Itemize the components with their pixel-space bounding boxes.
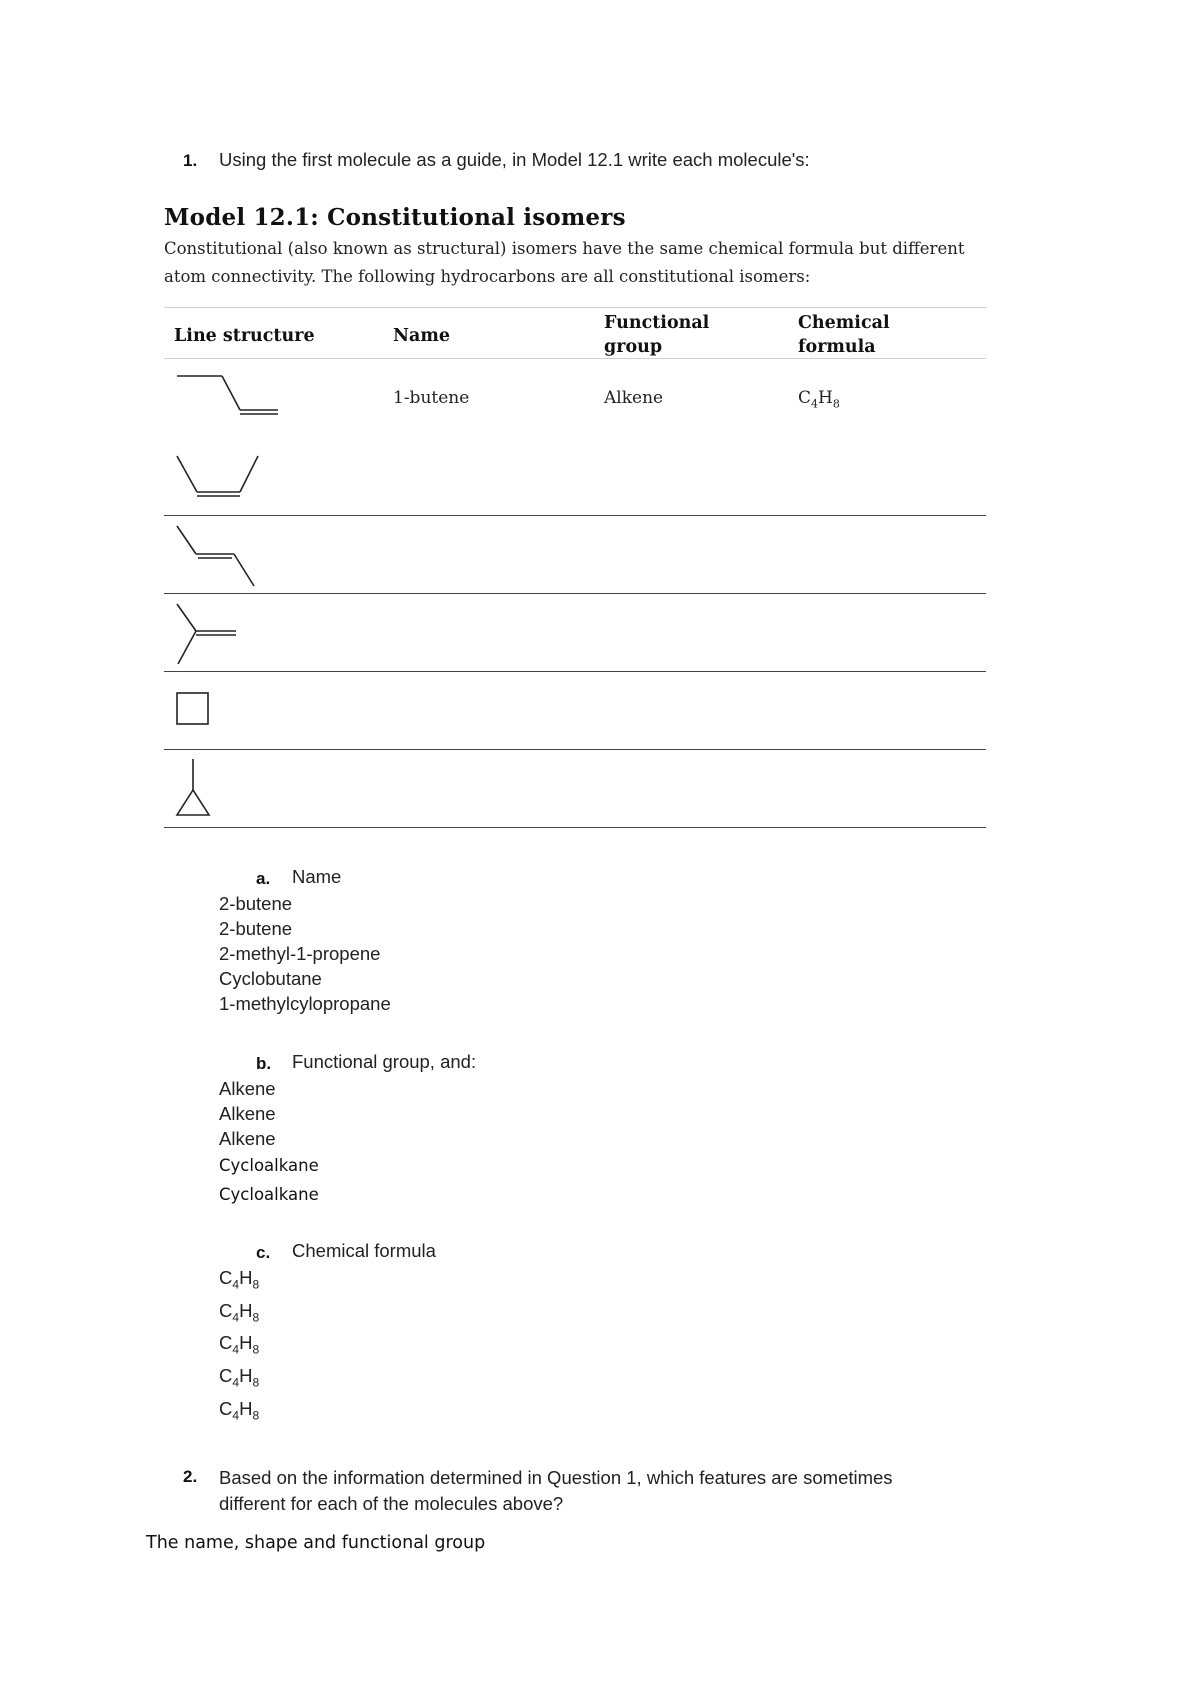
part-b-label: b. [256, 1054, 272, 1073]
structure-cyclobutane [170, 690, 230, 730]
table-bottom-rule [164, 827, 986, 828]
answer-c-4: $C_4H_8$ [219, 1365, 260, 1390]
part-a-title: Name [292, 866, 342, 887]
example-name: 1-butene [393, 388, 470, 408]
question-1-text: Using the first molecule as a guide, in Model 12.1 write each molecule's: [219, 149, 810, 170]
answer-a-3: 2-methyl-1-propene [219, 943, 381, 964]
answer-c-5: $C_4H_8$ [219, 1397, 260, 1423]
answer-b-3: Alkene [219, 1128, 276, 1149]
question-2-line-1: Based on the information determined in Question 1, which features are sometimes [219, 1467, 893, 1488]
part-a-label: a. [256, 869, 271, 888]
question-2-line-2: different for each of the molecules above? [219, 1493, 564, 1514]
table-top-rule [164, 307, 986, 308]
model-description: Constitutional (also known as structural) isomers have the same chemical formula but different atom connectivity. The following hydrocarbons are all constitutional isomers: [164, 239, 965, 286]
answer-c-1: $C_4H_8$ [219, 1267, 260, 1292]
answer-a-4: Cyclobutane [219, 968, 322, 989]
header-name: Name [393, 326, 450, 346]
row-5-rule [164, 749, 986, 750]
example-formula: $C_4H_8$ [798, 388, 840, 411]
row-4-rule [164, 671, 986, 672]
answer-b-4: Cycloalkane [219, 1156, 319, 1175]
answer-b-2: Alkene [219, 1103, 276, 1124]
answer-c-3: $C_4H_8$ [219, 1332, 260, 1358]
structure-methylcyclopropane [170, 755, 230, 820]
answer-a-5: 1-methylcylopropane [219, 993, 391, 1014]
structure-1-butene [170, 370, 290, 420]
table-header-rule [164, 358, 986, 359]
question-1-number: 1. [183, 151, 198, 170]
answer-b-1: Alkene [219, 1078, 276, 1099]
structure-cis-2-butene [170, 450, 290, 510]
structure-trans-2-butene [170, 520, 290, 590]
question-2-number: 2. [183, 1467, 198, 1486]
row-3-rule [164, 593, 986, 594]
structure-2-methylpropene [170, 598, 290, 668]
part-c-title: Chemical formula [292, 1240, 436, 1261]
answer-a-1: 2-butene [219, 893, 293, 914]
question-2-text [219, 1465, 893, 1517]
example-functional-group: Alkene [604, 388, 664, 408]
answer-a-2: 2-butene [219, 918, 293, 939]
part-b-answers [219, 1076, 319, 1209]
header-line-structure: Line structure [174, 326, 315, 346]
model-title: Model 12.1: Constitutional isomers [164, 204, 626, 231]
question-2-answer: The name, shape and functional group [146, 1533, 486, 1553]
row-2-rule [164, 515, 986, 516]
answer-b-5: Cycloalkane [219, 1185, 319, 1204]
header-functional-group: Functional group [604, 313, 710, 357]
part-c-answers [219, 1265, 259, 1428]
part-a-answers [219, 891, 391, 1016]
header-chemical-formula: Chemical formula [798, 313, 890, 357]
part-b-title: Functional group, and: [292, 1051, 477, 1072]
part-c-label: c. [256, 1243, 271, 1262]
answer-c-2: $C_4H_8$ [219, 1299, 260, 1325]
